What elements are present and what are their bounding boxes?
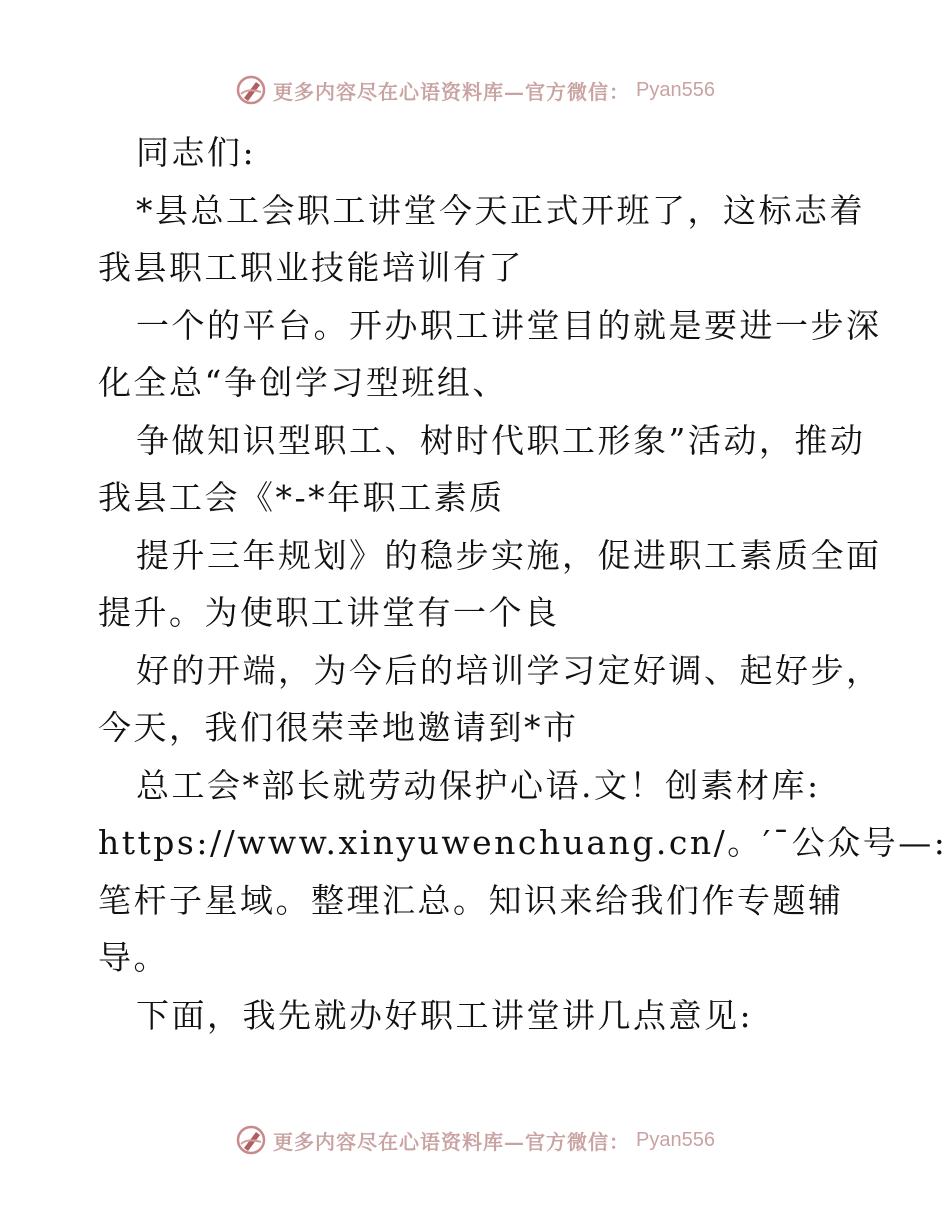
body-line: 同志们: <box>136 133 257 172</box>
pen-logo-icon <box>235 74 267 106</box>
body-line: 总工会*部长就劳动保护心语.文！创素材库: <box>136 765 821 805</box>
body-line: 下面，我先就办好职工讲堂讲几点意见: <box>136 995 754 1035</box>
body-line: 我县工会《*-*年职工素质 <box>98 478 505 517</box>
footer-banner-wechat-id: Pyan556 <box>636 1128 715 1151</box>
body-line: 好的开端，为今后的培训学习定好调、起好步， <box>136 650 882 690</box>
header-banner-text: 更多内容尽在心语资料库—官方微信： <box>273 79 631 104</box>
document-body <box>98 124 948 1044</box>
body-line: 争做知识型职工、树时代职工形象”活动，推动 <box>136 420 866 460</box>
footer-banner-text: 更多内容尽在心语资料库—官方微信： <box>273 1129 631 1154</box>
body-line: 一个的平台。开办职工讲堂目的就是要进一步深 <box>136 305 882 345</box>
footer-watermark-banner <box>0 1120 950 1160</box>
header-banner-wechat-id: Pyan556 <box>636 78 715 101</box>
body-line: *县总工会职工讲堂今天正式开班了，这标志着 <box>136 190 865 230</box>
body-line: 我县职工职业技能培训有了 <box>98 248 524 287</box>
body-line: 提升。为使职工讲堂有一个良 <box>98 593 560 632</box>
body-line: 今天，我们很荣幸地邀请到*市 <box>98 708 579 747</box>
pen-logo-icon <box>235 1124 267 1156</box>
body-line: 化全总“争创学习型班组、 <box>98 363 508 402</box>
header-watermark-banner <box>0 70 950 110</box>
body-line: 导。 <box>98 938 169 977</box>
body-line: https://www.xinyuwenchuang.cn/。′¯公众号—: <box>98 823 948 862</box>
body-line: 笔杆子星域。整理汇总。知识来给我们作专题辅 <box>98 880 844 920</box>
body-line: 提升三年规划》的稳步实施，促进职工素质全面 <box>136 535 882 575</box>
